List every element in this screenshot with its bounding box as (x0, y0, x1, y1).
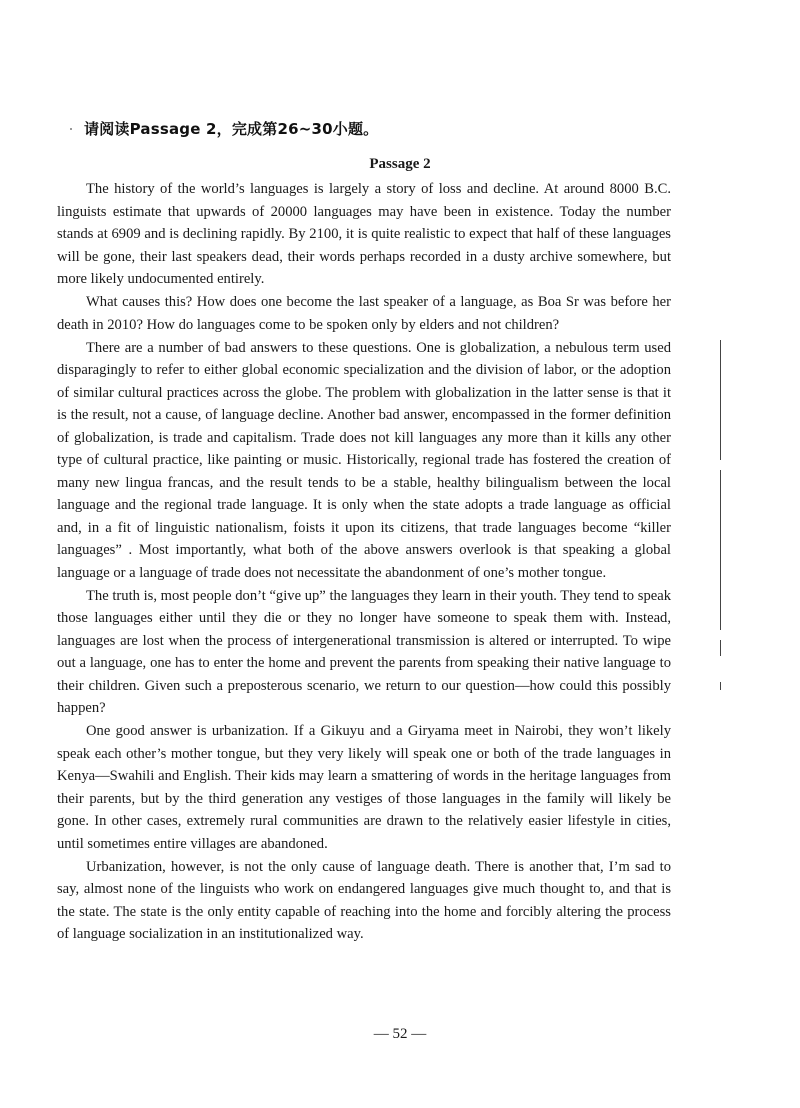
margin-line (720, 640, 721, 656)
instruction-heading: 请阅读Passage 2，完成第26~30小题。 (84, 120, 379, 138)
paragraph-2: What causes this? How does one become the last speaker of a language, as Boa Sr was before her death in 2010? How do languages come to be spoken only by elders and not children? (57, 294, 671, 333)
margin-line (720, 682, 721, 690)
margin-line (720, 340, 721, 460)
paragraph-3: There are a number of bad answers to these questions. One is globalization, a nebulous term used disparagingly to refer to either global economic specialization and the division of labor, or the adoption of similar cultural practices across the globe. The problem with globalization in the latter sense is that it is the result, not a cause, of language decline. Another bad answer, encompassed in the former definition of globalization, is trade and capitalism. Trade does not kill languages any more than it kills any other type of cultural practice, like painting or music. Historically, regional trade has fostered the creation of many new lingua francas, and the result tends to be a stable, healthy bilingualism between the local language and the regional trade language. It is only when the state adopts a trade language as official and, in a fit of linguistic nationalism, foists it upon its citizens, that trade languages become “killer languages” . Most importantly, what both of the above answers overlook is that speaking a global language or a language of trade does not necessitate the abandonment of one’s mother tongue. (57, 339, 671, 581)
passage-body (57, 178, 671, 946)
margin-line (720, 470, 721, 630)
paragraph-1: The history of the world’s languages is largely a story of loss and decline. At around 8000 B.C. linguists estimate that upwards of 20000 languages may have been in existence. Today the number stands at 6909 and is declining rapidly. By 2100, it is quite realistic to expect that half of these languages will be gone, their last speakers dead, their words perhaps recorded in a dusty archive somewhere, but more likely undocumented entirely. (57, 181, 671, 287)
page-number: — 52 — (373, 1026, 427, 1042)
paragraph-5: One good answer is urbanization. If a Gikuyu and a Giryama meet in Nairobi, they won’t likely speak each other’s mother tongue, but they very likely will speak one or both of the trade languages in Kenya—Swahili and English. Their kids may learn a smattering of words in the heritage languages from their parents, but by the third generation any vestiges of those languages in the family will likely be gone. In other cases, extremely rural communities are drawn to the relatively easier lifestyle in cities, until sometimes entire villages are abandoned. (57, 723, 671, 852)
passage-title: Passage 2 (369, 156, 431, 172)
paragraph-4: The truth is, most people don’t “give up” the languages they learn in their youth. They tend to speak those languages either until they die or they no longer have someone to speak them with. Instead, languages are lost when the process of intergenerational transmission is altered or interrupted. To wipe out a language, one has to enter the home and prevent the parents from speaking their native language to their children. Given such a preposterous scenario, we return to our question—how could this possibly happen? (57, 587, 671, 716)
scan-mark (70, 128, 72, 130)
paragraph-6: Urbanization, however, is not the only cause of language death. There is another that, I’m sad to say, almost none of the linguists who work on endangered languages give much thought to, and that is the state. The state is the only entity capable of reaching into the home and forcibly altering the process of language socialization in an institutionalized way. (57, 858, 671, 942)
